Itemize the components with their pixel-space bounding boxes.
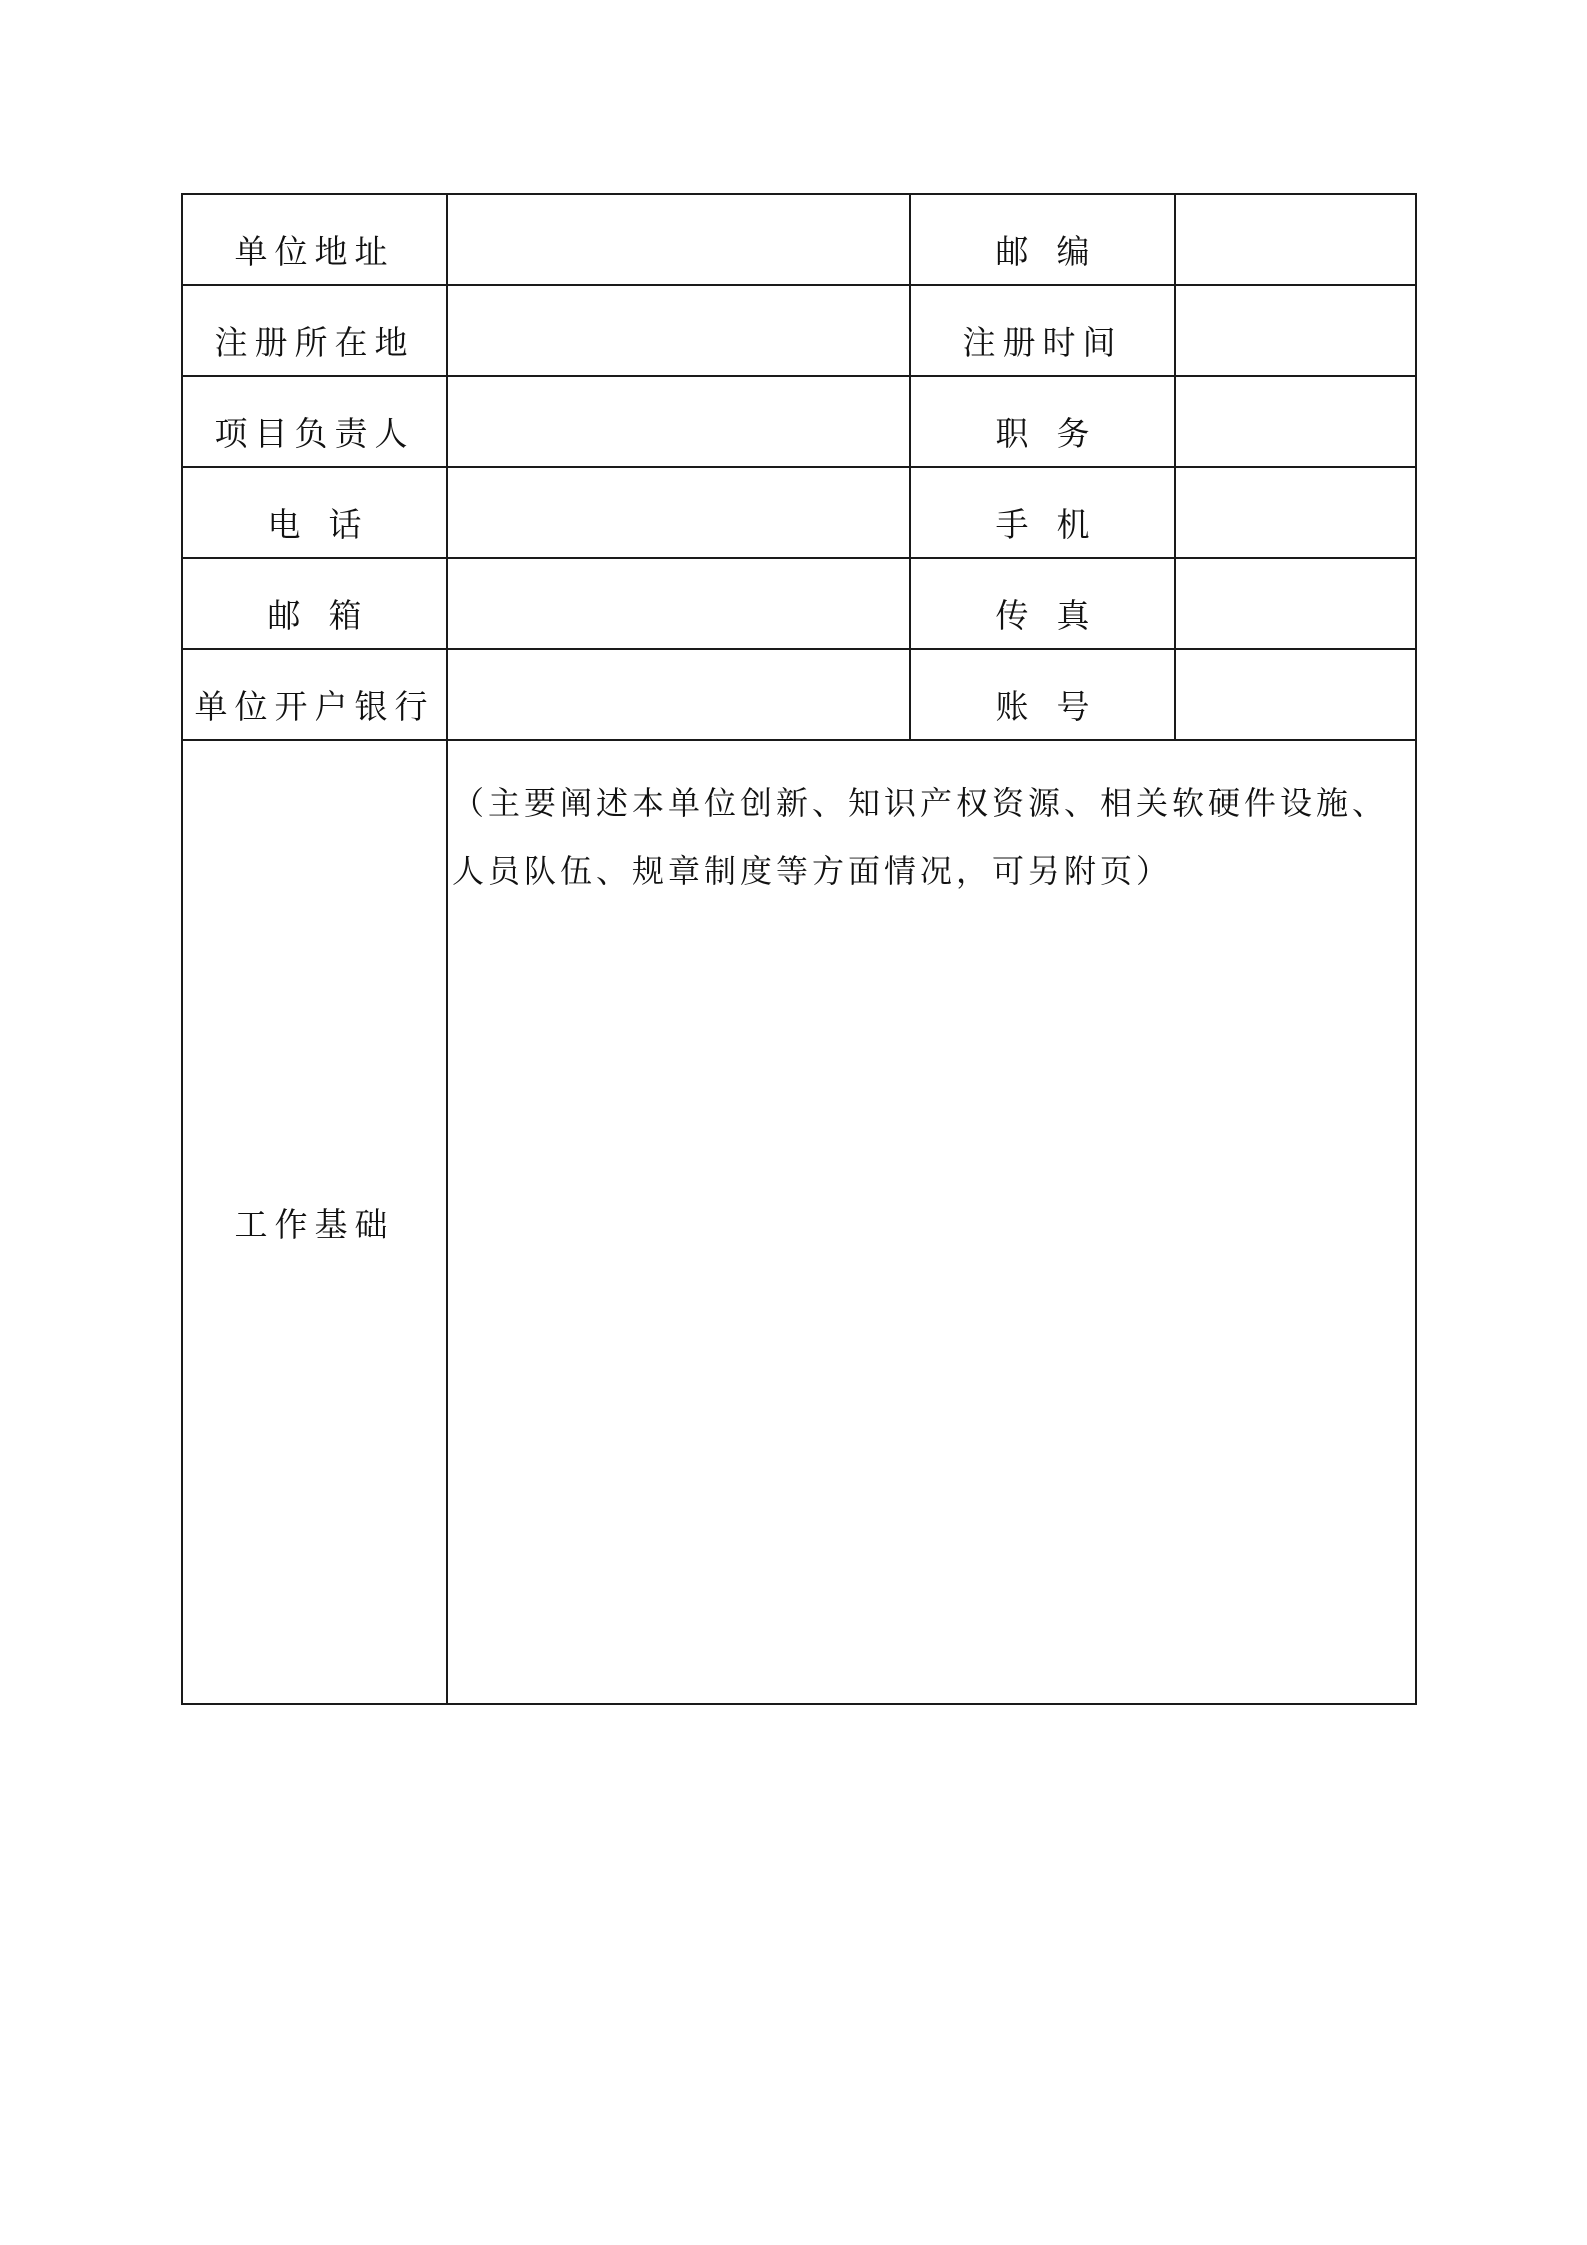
field-work-basis[interactable]	[447, 740, 1416, 1704]
label-work-basis: 工作基础	[182, 740, 447, 1704]
work-basis-instructions-line1: （主要阐述本单位创新、知识产权资源、相关软硬件设施、	[452, 784, 1389, 822]
label-registered-location: 注册所在地	[182, 285, 447, 376]
label-fax: 传真	[910, 558, 1175, 649]
work-basis-instructions	[452, 769, 1415, 905]
field-registration-date[interactable]	[1175, 285, 1416, 376]
field-email[interactable]	[447, 558, 910, 649]
field-position[interactable]	[1175, 376, 1416, 467]
field-fax[interactable]	[1175, 558, 1416, 649]
field-mobile[interactable]	[1175, 467, 1416, 558]
application-form-table	[181, 193, 1417, 1705]
label-email: 邮箱	[182, 558, 447, 649]
form-row-registration	[182, 285, 1416, 376]
field-account-number[interactable]	[1175, 649, 1416, 740]
field-registered-location[interactable]	[447, 285, 910, 376]
form-row-phone	[182, 467, 1416, 558]
field-unit-address[interactable]	[447, 194, 910, 285]
label-unit-address: 单位地址	[182, 194, 447, 285]
form-row-project-lead	[182, 376, 1416, 467]
label-position: 职务	[910, 376, 1175, 467]
field-postcode[interactable]	[1175, 194, 1416, 285]
field-bank[interactable]	[447, 649, 910, 740]
label-bank: 单位开户银行	[182, 649, 447, 740]
label-registration-date: 注册时间	[910, 285, 1175, 376]
label-postcode: 邮编	[910, 194, 1175, 285]
form-row-bank	[182, 649, 1416, 740]
label-mobile: 手机	[910, 467, 1175, 558]
label-telephone: 电话	[182, 467, 447, 558]
label-account-number: 账号	[910, 649, 1175, 740]
label-project-lead: 项目负责人	[182, 376, 447, 467]
form-row-address	[182, 194, 1416, 285]
field-project-lead[interactable]	[447, 376, 910, 467]
field-telephone[interactable]	[447, 467, 910, 558]
form-row-email	[182, 558, 1416, 649]
work-basis-instructions-line2: 人员队伍、规章制度等方面情况，可另附页）	[452, 852, 1173, 890]
form-row-work-basis	[182, 740, 1416, 1704]
